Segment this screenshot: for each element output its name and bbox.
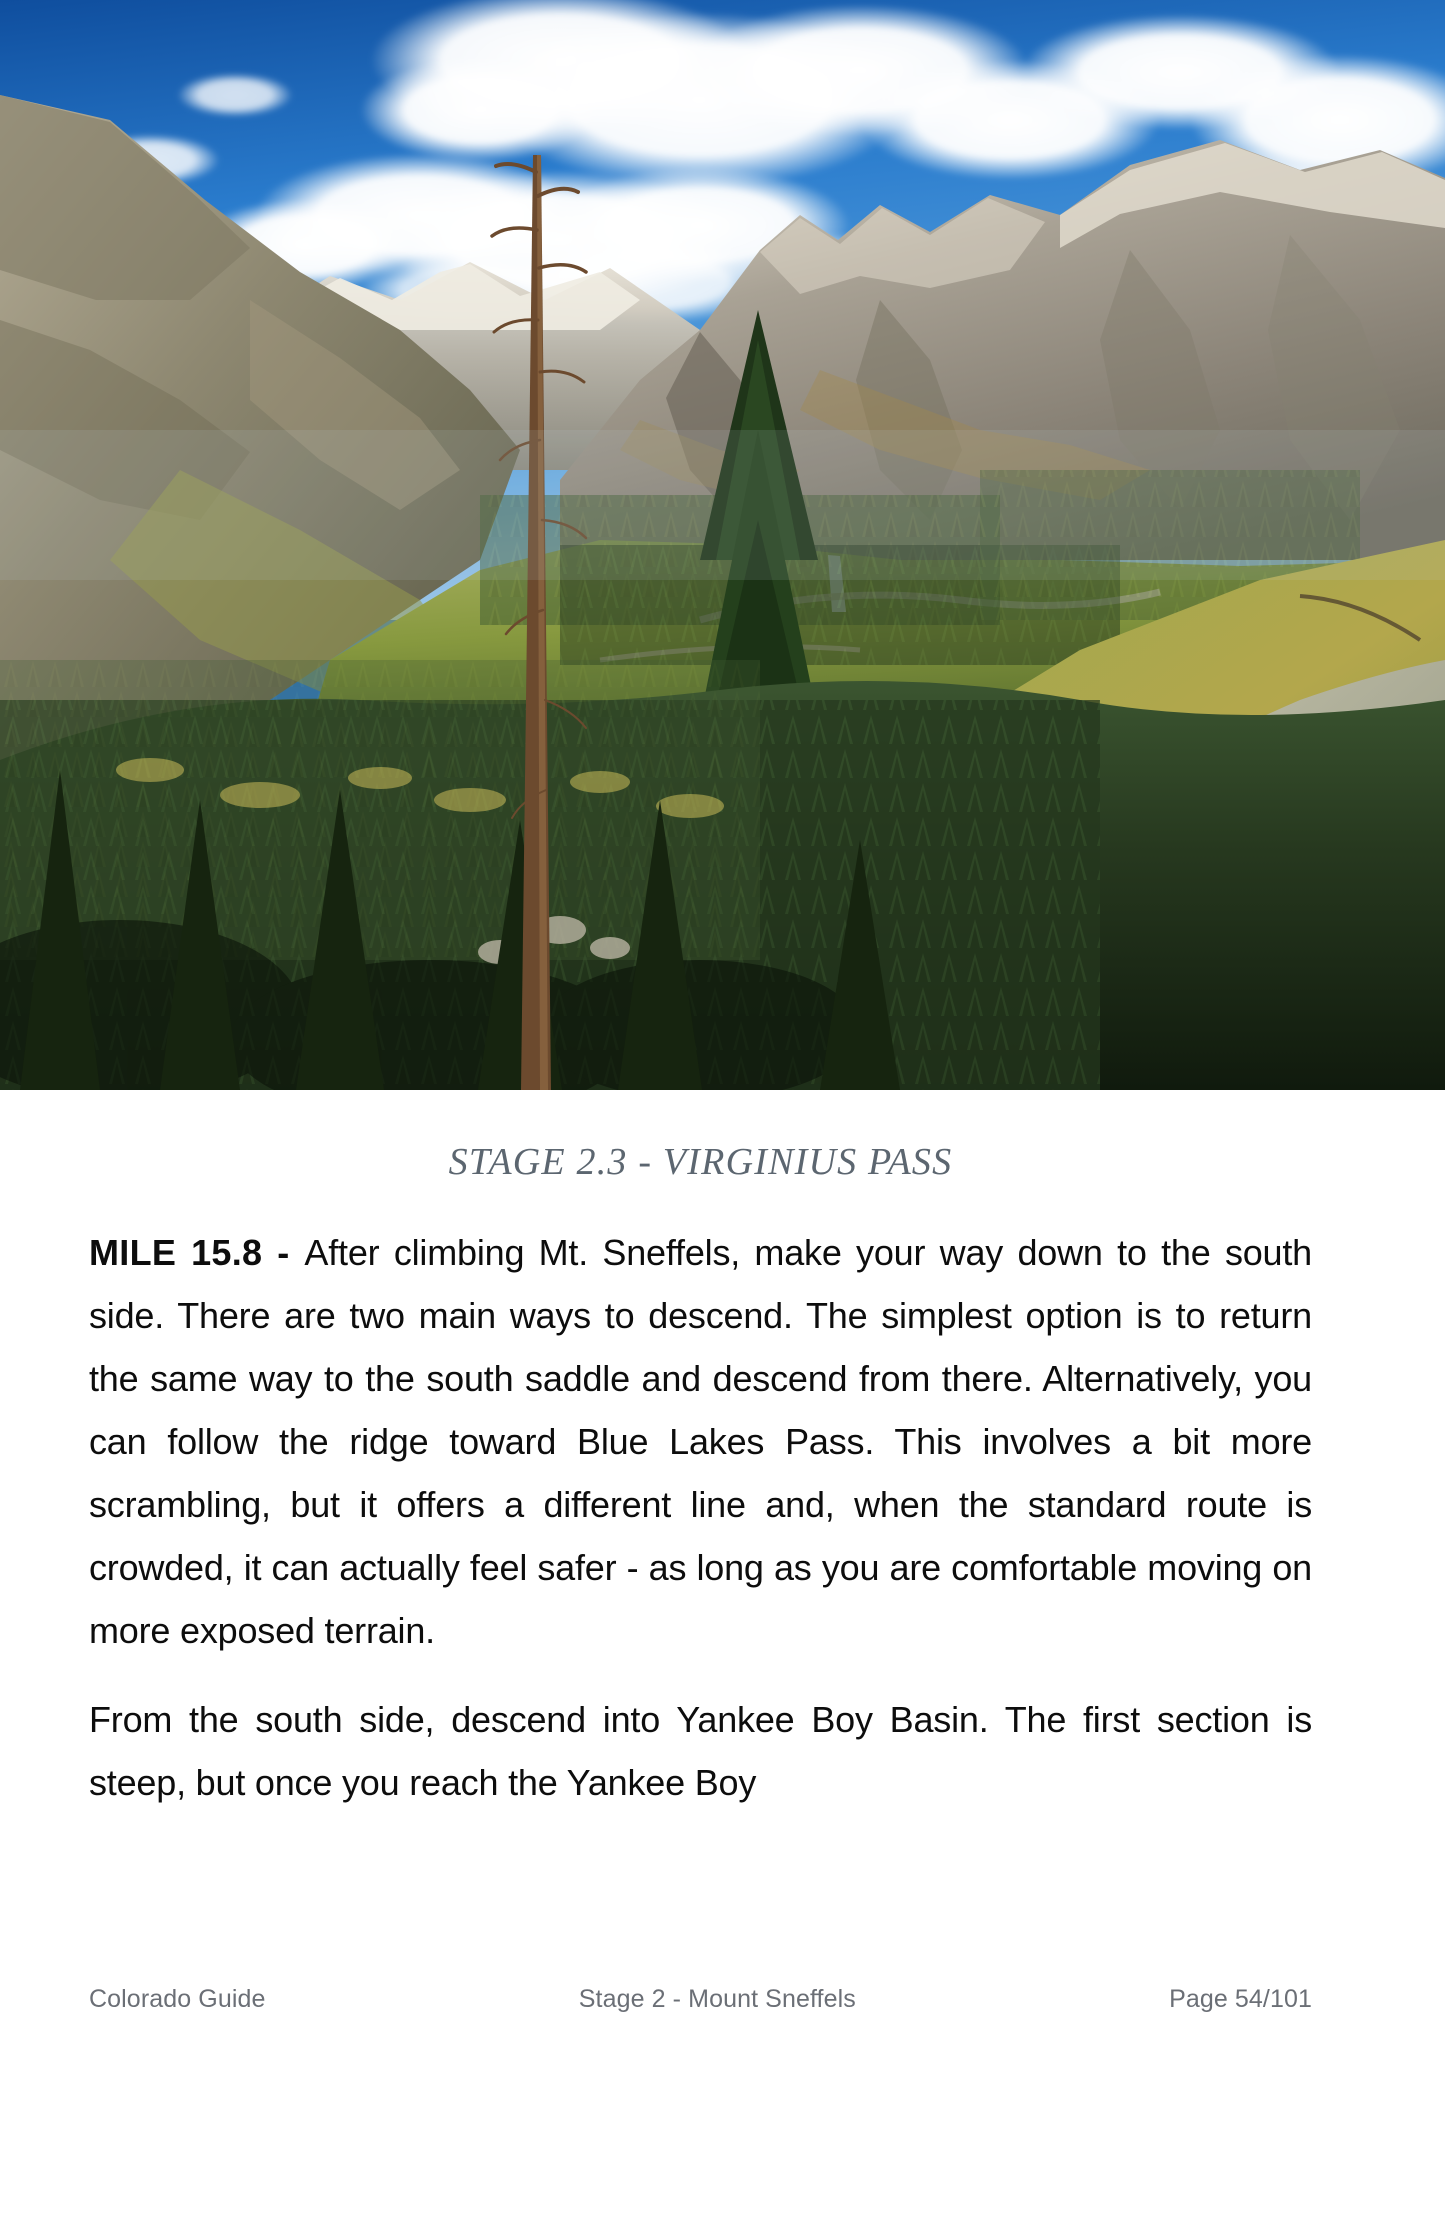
mile-marker-label: MILE 15.8 - xyxy=(89,1232,305,1273)
paragraph-one-text: After climbing Mt. Sneffels, make your way down to the south side. There are two main ways to descend. The simplest option is to return the same way to the south saddle and descend from there. Alternatively, you can follow the ridge toward Blue Lakes Pass. This involves a bit more scrambling, but it offers a different line and, when the standard route is crowded, it can actually feel safer - as long as you are comfortable moving on more exposed terrain. xyxy=(89,1232,1313,1651)
landscape-illustration xyxy=(0,0,1445,1090)
article-content xyxy=(0,1090,1445,1814)
stage-title: STAGE 2.3 - VIRGINIUS PASS xyxy=(448,1141,953,1183)
footer-stage-name: Stage 2 - Mount Sneffels xyxy=(578,1985,856,2013)
footer-page-number: Page 54/101 xyxy=(1169,1985,1312,2013)
foreground-forest xyxy=(0,660,1445,1090)
paragraph-one xyxy=(89,1184,1312,1662)
mountain-valley-photo xyxy=(0,0,1445,1090)
footer-guide-name: Colorado Guide xyxy=(89,1985,266,2013)
paragraph-two: From the south side, descend into Yankee Boy Basin. The first section is steep, but once you reach the Yankee Boy xyxy=(89,1699,1312,1803)
page-footer xyxy=(0,1985,1445,2014)
